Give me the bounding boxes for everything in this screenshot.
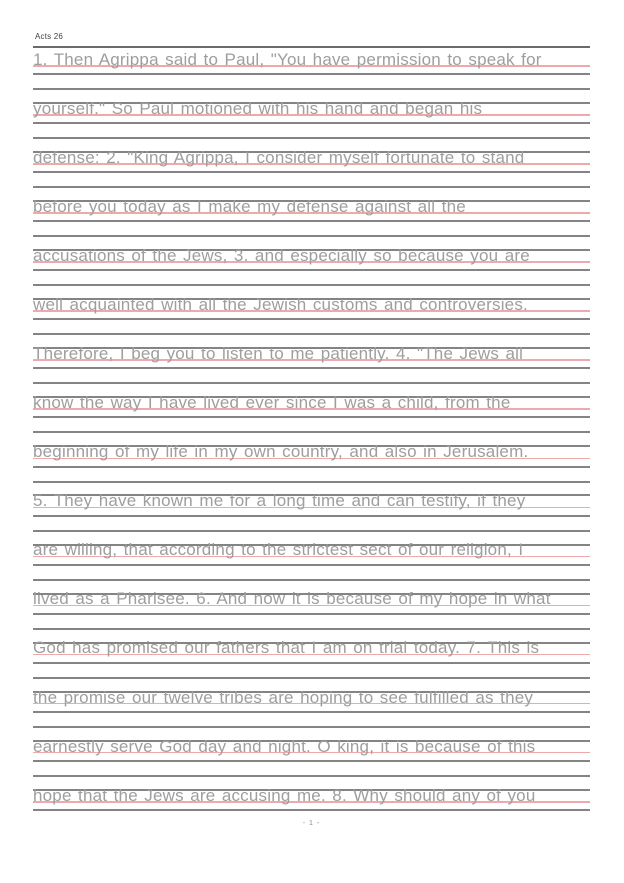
descender-rule (33, 367, 590, 369)
trace-text-line: God has promised our fathers that I am on trial today. 7. This is (33, 638, 540, 658)
descender-rule (33, 613, 590, 615)
gap-rule (33, 284, 590, 286)
trace-text-line: hope that the Jews are accusing me. 8. Why should any of you (33, 785, 536, 805)
descender-rule (33, 760, 590, 762)
gap-rule (33, 382, 590, 384)
descender-rule (33, 662, 590, 664)
descender-rule (33, 515, 590, 517)
gap-rule (33, 235, 590, 237)
descender-rule (33, 466, 590, 468)
gap-rule (33, 431, 590, 433)
descender-rule (33, 564, 590, 566)
descender-rule (33, 809, 590, 811)
page-number: - 1 - (302, 820, 321, 827)
gap-rule (33, 481, 590, 483)
trace-text-line: earnestly serve God day and night. O king, it is because of this (33, 736, 536, 756)
descender-rule (33, 416, 590, 418)
gap-rule (33, 726, 590, 728)
gap-rule (33, 137, 590, 139)
descender-rule (33, 711, 590, 713)
descender-rule (33, 122, 590, 124)
trace-text-line: lived as a Pharisee. 6. And now it is because of my hope in what (33, 589, 551, 609)
trace-text-line: 5. They have known me for a long time and can testify, if they (33, 491, 526, 511)
gap-rule (33, 775, 590, 777)
gap-rule (33, 628, 590, 630)
trace-text-line: accusations of the Jews, 3. and especially so because you are (33, 245, 530, 265)
header-rule (33, 46, 590, 49)
trace-text-line: are willing, that according to the strictest sect of our religion, I (33, 540, 524, 560)
gap-rule (33, 186, 590, 188)
trace-text-line: Therefore, I beg you to listen to me patiently. 4. "The Jews all (33, 344, 524, 364)
trace-text-line: defense: 2. "King Agrippa, I consider myself fortunate to stand (33, 147, 525, 167)
trace-text-line: beginning of my life in my own country, and also in Jerusalem. (33, 442, 529, 462)
descender-rule (33, 269, 590, 271)
trace-text-line: before you today as I make my defense against all the (33, 196, 466, 216)
gap-rule (33, 677, 590, 679)
gap-rule (33, 579, 590, 581)
descender-rule (33, 171, 590, 173)
descender-rule (33, 220, 590, 222)
gap-rule (33, 333, 590, 335)
gap-rule (33, 530, 590, 532)
descender-rule (33, 318, 590, 320)
trace-text-line: 1. Then Agrippa said to Paul, "You have permission to speak for (33, 49, 542, 69)
descender-rule (33, 73, 590, 75)
trace-text-line: the promise our twelve tribes are hoping to see fulfilled as they (33, 687, 534, 707)
gap-rule (33, 88, 590, 90)
trace-text-line: yourself." So Paul motioned with his hand and began his (33, 98, 483, 118)
trace-text-line: know the way I have lived ever since I was a child, from the (33, 393, 511, 413)
page-header-label: Acts 26 (35, 32, 64, 41)
trace-text-line: well acquainted with all the Jewish customs and controversies. (33, 294, 528, 314)
